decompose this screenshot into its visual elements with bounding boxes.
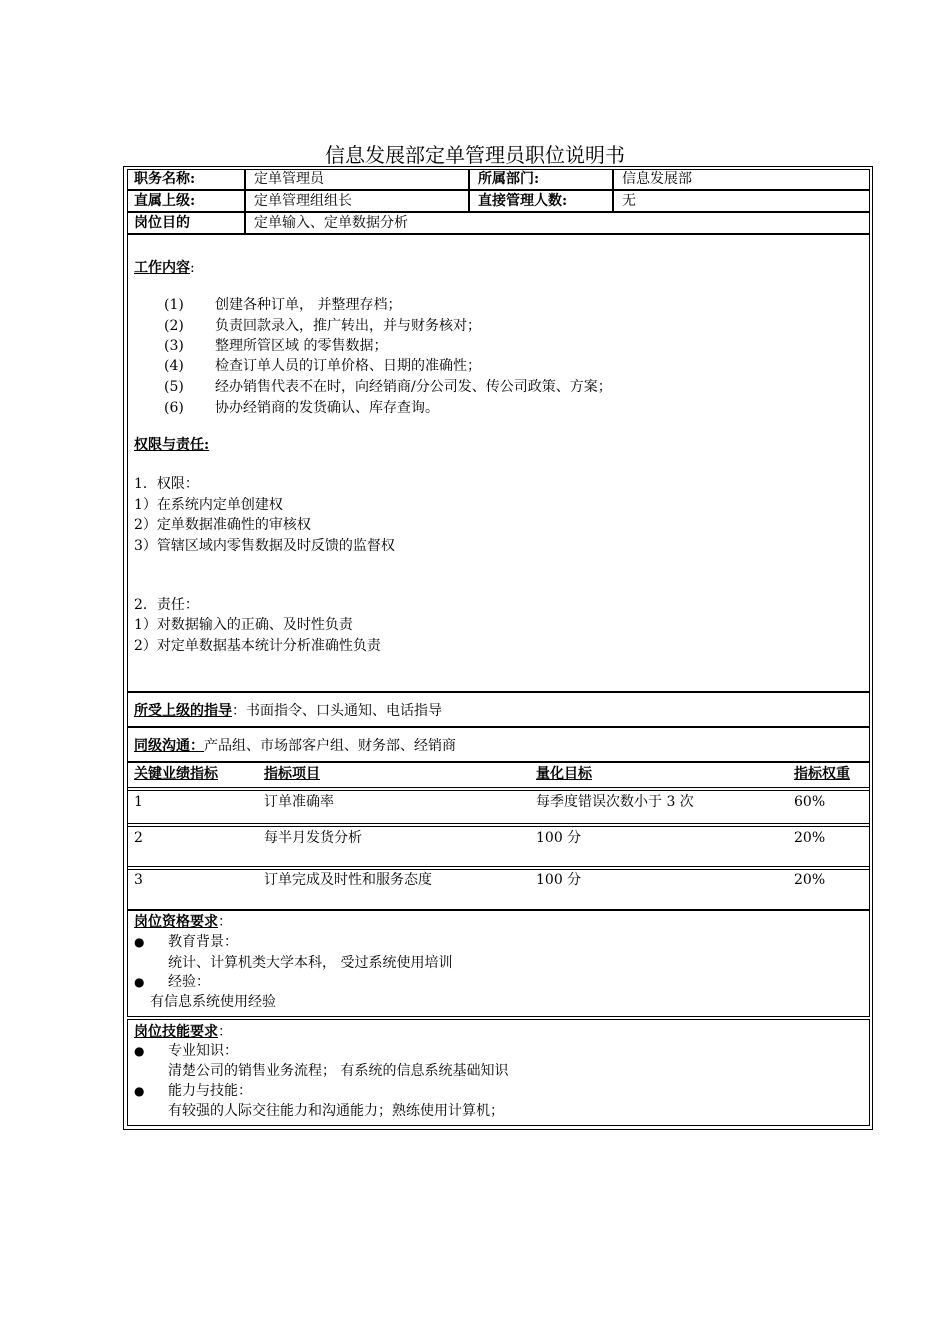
bullet-icon: ● (134, 975, 145, 989)
guidance-text: ：书面指令、口头通知、电话指导 (232, 703, 442, 719)
page-title: 信息发展部定单管理员职位说明书 (325, 143, 625, 167)
kpi-header: 关键业绩指标 (134, 766, 218, 782)
kpi-cell-weight: 20% (794, 872, 826, 888)
knowledge-label: 专业知识： (168, 1043, 238, 1059)
subordinates-label: 直接管理人数: (478, 193, 568, 209)
kpi-table (127, 762, 870, 910)
skills-heading-colon: ： (218, 1024, 232, 1040)
work-heading-colon: : (190, 260, 195, 276)
work-item-text: 协办经销商的发货确认、库存查询。 (215, 400, 439, 416)
work-item-num: (4) (164, 358, 184, 374)
purpose-value: 定单输入、定单数据分析 (254, 215, 408, 231)
rights-title: 1．权限： (134, 476, 199, 492)
bullet-icon: ● (134, 935, 145, 949)
work-heading (134, 258, 195, 278)
work-item-text: 负责回款录入，推广转出，并与财务核对； (215, 318, 481, 334)
subordinates-value: 无 (622, 193, 636, 209)
peer-row (134, 736, 456, 756)
kpi-row-divider (127, 869, 870, 870)
kpi-cell-target: 100 分 (536, 830, 582, 846)
purpose-label: 岗位目的 (134, 215, 190, 231)
work-item-text: 检查订单人员的订单价格、日期的准确性； (215, 358, 481, 374)
job-title-label: 职务名称: (134, 171, 196, 187)
bullet-icon: ● (134, 1044, 145, 1058)
dept-value: 信息发展部 (622, 171, 692, 187)
skills-heading (134, 1022, 232, 1042)
work-item-num: (1) (164, 297, 184, 313)
skills-heading-text: 岗位技能要求 (134, 1024, 218, 1040)
work-item-text: 经办销售代表不在时，向经销商/分公司发、传公司政策、方案； (215, 379, 612, 395)
kpi-row-divider (127, 823, 870, 824)
work-heading-text: 工作内容 (134, 260, 190, 276)
kpi-header-divider (127, 787, 870, 788)
rights-item: 1）在系统内定单创建权 (134, 497, 283, 513)
qualification-heading-text: 岗位资格要求 (134, 914, 218, 930)
duties-item: 1）对数据输入的正确、及时性负责 (134, 617, 353, 633)
ability-text: 有较强的人际交往能力和沟通能力；熟练使用计算机； (168, 1103, 504, 1119)
kpi-row-divider (127, 866, 870, 867)
peer-label: 同级沟通： (134, 738, 204, 754)
kpi-header: 指标权重 (794, 766, 850, 782)
kpi-header: 量化目标 (536, 766, 592, 782)
kpi-cell-item: 每半月发货分析 (264, 830, 362, 846)
work-item-text: 创建各种订单， 并整理存档； (215, 297, 402, 313)
work-item-num: (2) (164, 318, 184, 334)
rights-item: 3）管辖区域内零售数据及时反馈的监督权 (134, 538, 395, 554)
superior-label: 直属上级: (134, 193, 196, 209)
kpi-cell-item: 订单准确率 (264, 794, 334, 810)
kpi-row-divider (127, 790, 870, 791)
ability-label: 能力与技能： (168, 1083, 252, 1099)
work-item-text: 整理所管区域 的零售数据； (215, 338, 388, 354)
guidance-row (134, 701, 442, 721)
rights-item: 2）定单数据准确性的审核权 (134, 517, 311, 533)
superior-value: 定单管理组组长 (254, 193, 352, 209)
work-item-num: (6) (164, 400, 184, 416)
qualification-heading (134, 912, 232, 932)
qualification-heading-colon: ： (218, 914, 232, 930)
edu-text: 统计、计算机类大学本科， 受过系统使用培训 (168, 955, 453, 971)
duties-item: 2）对定单数据基本统计分析准确性负责 (134, 638, 381, 654)
kpi-cell-target: 100 分 (536, 872, 582, 888)
work-item-num: (5) (164, 379, 184, 395)
kpi-cell-item: 订单完成及时性和服务态度 (264, 872, 432, 888)
work-item-num: (3) (164, 338, 184, 354)
guidance-label: 所受上级的指导 (134, 703, 232, 719)
kpi-cell-no: 3 (134, 872, 143, 888)
job-title-value: 定单管理员 (254, 171, 324, 187)
exp-text: 有信息系统使用经验 (150, 994, 276, 1010)
header-cell-subordinates-value (613, 190, 870, 212)
exp-label: 经验： (168, 974, 210, 990)
bullet-icon: ● (134, 1084, 145, 1098)
duties-title: 2．责任： (134, 597, 199, 613)
peer-text: 产品组、市场部客户组、财务部、经销商 (204, 738, 456, 754)
kpi-cell-no: 2 (134, 830, 143, 846)
knowledge-text: 清楚公司的销售业务流程； 有系统的信息系统基础知识 (168, 1063, 509, 1079)
kpi-row-divider (127, 826, 870, 827)
kpi-cell-weight: 60% (794, 794, 826, 810)
dept-label: 所属部门: (478, 171, 540, 187)
kpi-header: 指标项目 (264, 766, 320, 782)
authority-heading: 权限与责任: (134, 437, 210, 453)
kpi-cell-weight: 20% (794, 830, 826, 846)
edu-label: 教育背景： (168, 934, 238, 950)
kpi-cell-no: 1 (134, 794, 143, 810)
kpi-cell-target: 每季度错误次数小于 3 次 (536, 794, 694, 810)
